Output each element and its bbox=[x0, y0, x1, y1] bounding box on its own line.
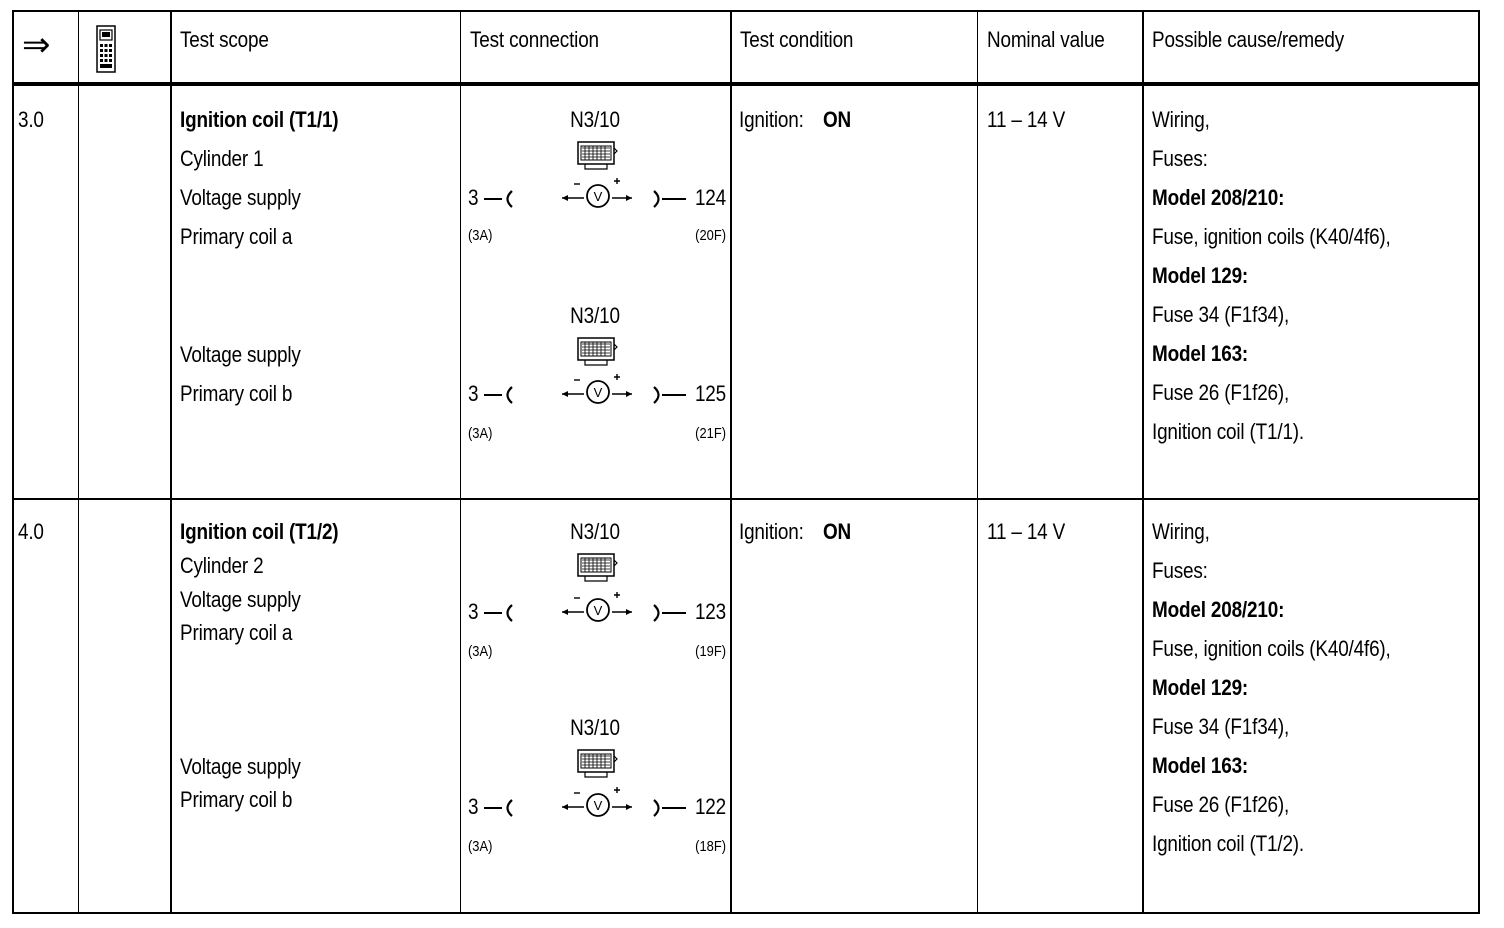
right-pin: 125 bbox=[694, 381, 726, 406]
module-connector-icon bbox=[577, 746, 617, 780]
table-border-bottom bbox=[12, 912, 1480, 914]
right-sub-pin: (20F) bbox=[695, 227, 726, 244]
scope-line: Cylinder 2 bbox=[180, 553, 264, 578]
left-pin: 3 bbox=[468, 185, 479, 210]
scope-line: Primary coil b bbox=[180, 787, 293, 812]
voltmeter-label: V bbox=[593, 798, 603, 813]
scope-line: Voltage supply bbox=[180, 185, 301, 210]
remedy-line: Model 163: bbox=[1152, 753, 1249, 778]
voltmeter-label: V bbox=[593, 603, 603, 618]
module-connector-icon bbox=[577, 138, 617, 172]
condition-value: ON bbox=[823, 519, 852, 544]
header-separator bbox=[12, 82, 1480, 86]
remedy-line: Wiring, bbox=[1152, 107, 1210, 132]
right-sub-pin: (19F) bbox=[695, 643, 726, 660]
right-sub-pin: (18F) bbox=[695, 838, 726, 855]
header-possible-cause: Possible cause/remedy bbox=[1152, 27, 1344, 52]
remedy-line: Fuse, ignition coils (K40/4f6), bbox=[1152, 636, 1391, 661]
voltmeter-icon bbox=[560, 176, 634, 210]
left-pin: 3 bbox=[468, 794, 479, 819]
remedy-line: Fuse 26 (F1f26), bbox=[1152, 792, 1290, 817]
left-sub-pin: (3A) bbox=[468, 838, 493, 855]
condition-label: Ignition: bbox=[739, 107, 804, 132]
col-sep-1 bbox=[78, 10, 79, 914]
module-label: N3/10 bbox=[570, 107, 620, 132]
scope-line: Primary coil b bbox=[180, 381, 293, 406]
right-sub-pin: (21F) bbox=[695, 425, 726, 442]
left-sub-pin: (3A) bbox=[468, 643, 493, 660]
remedy-line: Wiring, bbox=[1152, 519, 1210, 544]
module-connector-icon bbox=[577, 550, 617, 584]
scope-line: Voltage supply bbox=[180, 587, 301, 612]
remedy-line: Model 163: bbox=[1152, 341, 1249, 366]
handheld-tester-icon bbox=[94, 24, 118, 74]
module-label: N3/10 bbox=[570, 303, 620, 328]
right-pin: 124 bbox=[694, 185, 726, 210]
left-sub-pin: (3A) bbox=[468, 227, 493, 244]
right-pin: 122 bbox=[694, 794, 726, 819]
col-sep-6 bbox=[1142, 10, 1144, 914]
remedy-line: Ignition coil (T1/1). bbox=[1152, 419, 1305, 444]
step-number: 3.0 bbox=[18, 107, 44, 132]
left-probe-icon bbox=[482, 602, 512, 624]
remedy-line: Model 129: bbox=[1152, 675, 1249, 700]
header-test-condition: Test condition bbox=[740, 27, 854, 52]
row-separator bbox=[12, 498, 1480, 500]
remedy-line: Model 129: bbox=[1152, 263, 1249, 288]
left-sub-pin: (3A) bbox=[468, 425, 493, 442]
left-probe-icon bbox=[482, 188, 512, 210]
nominal-value: 11 – 14 V bbox=[987, 519, 1066, 544]
left-probe-icon bbox=[482, 384, 512, 406]
col-sep-4 bbox=[730, 10, 732, 914]
voltmeter-icon bbox=[560, 785, 634, 819]
scope-title: Ignition coil (T1/2) bbox=[180, 519, 339, 544]
nominal-value: 11 – 14 V bbox=[987, 107, 1066, 132]
col-sep-2 bbox=[170, 10, 172, 914]
scope-line: Primary coil a bbox=[180, 224, 293, 249]
remedy-line: Model 208/210: bbox=[1152, 597, 1285, 622]
table-border-top bbox=[12, 10, 1480, 12]
table-border-right bbox=[1478, 10, 1480, 914]
remedy-line: Fuse, ignition coils (K40/4f6), bbox=[1152, 224, 1391, 249]
remedy-line: Ignition coil (T1/2). bbox=[1152, 831, 1305, 856]
scope-title: Ignition coil (T1/1) bbox=[180, 107, 339, 132]
module-label: N3/10 bbox=[570, 519, 620, 544]
header-test-connection: Test connection bbox=[470, 27, 599, 52]
remedy-line: Fuse 34 (F1f34), bbox=[1152, 714, 1290, 739]
remedy-line: Fuses: bbox=[1152, 146, 1208, 171]
remedy-line: Fuses: bbox=[1152, 558, 1208, 583]
module-label: N3/10 bbox=[570, 715, 620, 740]
col-sep-3 bbox=[460, 10, 461, 914]
table-border-left bbox=[12, 10, 14, 914]
scope-line: Voltage supply bbox=[180, 754, 301, 779]
remedy-line: Fuse 34 (F1f34), bbox=[1152, 302, 1290, 327]
voltmeter-label: V bbox=[593, 189, 603, 204]
condition-value: ON bbox=[823, 107, 852, 132]
right-pin: 123 bbox=[694, 599, 726, 624]
step-number: 4.0 bbox=[18, 519, 44, 544]
condition-label: Ignition: bbox=[739, 519, 804, 544]
voltmeter-icon bbox=[560, 590, 634, 624]
col-sep-5 bbox=[977, 10, 978, 914]
left-probe-icon bbox=[482, 797, 512, 819]
scope-line: Primary coil a bbox=[180, 620, 293, 645]
scope-line: Cylinder 1 bbox=[180, 146, 264, 171]
voltmeter-icon bbox=[560, 372, 634, 406]
left-pin: 3 bbox=[468, 599, 479, 624]
left-pin: 3 bbox=[468, 381, 479, 406]
remedy-line: Model 208/210: bbox=[1152, 185, 1285, 210]
remedy-line: Fuse 26 (F1f26), bbox=[1152, 380, 1290, 405]
header-nominal-value: Nominal value bbox=[987, 27, 1105, 52]
header-test-scope: Test scope bbox=[180, 27, 269, 52]
scope-line: Voltage supply bbox=[180, 342, 301, 367]
voltmeter-label: V bbox=[593, 385, 603, 400]
module-connector-icon bbox=[577, 334, 617, 368]
arrow-icon: ⇒ bbox=[22, 26, 51, 64]
